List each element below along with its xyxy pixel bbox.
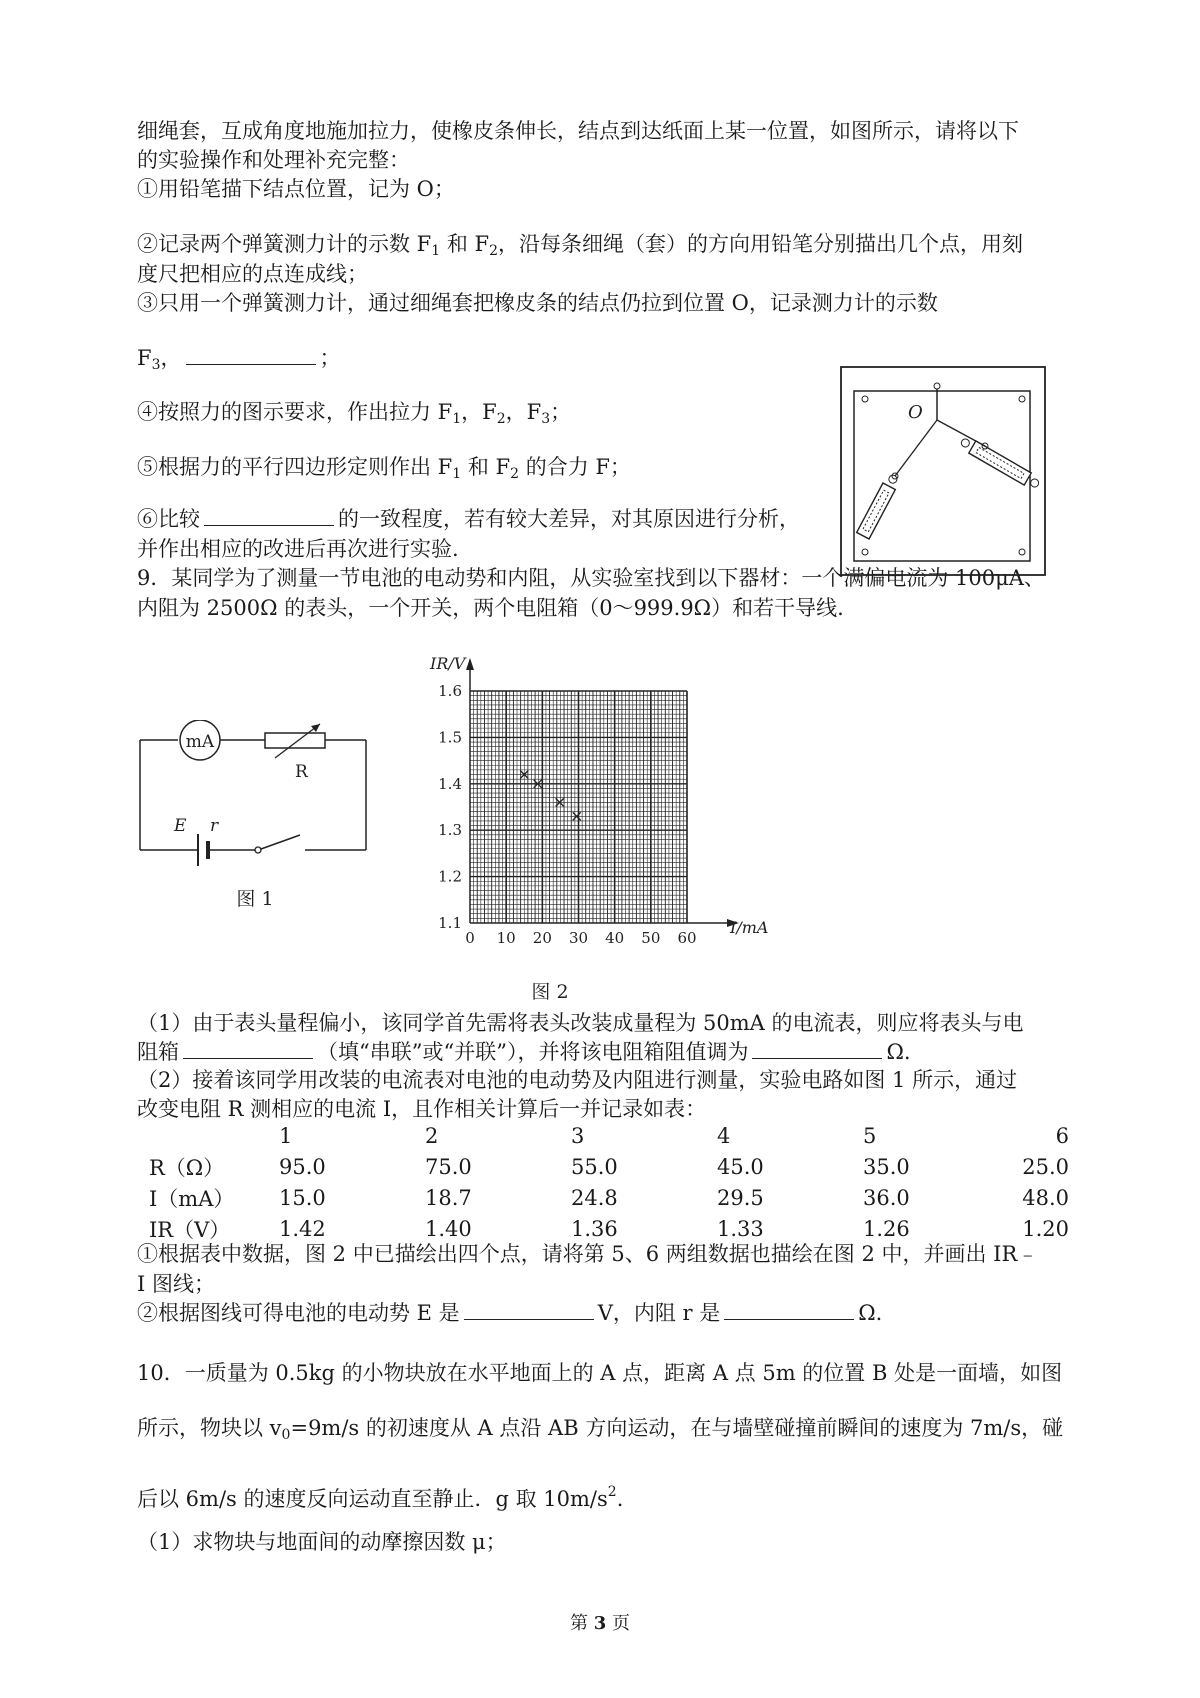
answer-blank[interactable] <box>724 1299 854 1320</box>
answer-blank[interactable] <box>186 344 316 365</box>
text-line: 阻箱 （填“串联”或“并联”），并将该电阻箱阻值调为 Ω. <box>137 1040 911 1064</box>
text-line: 的实验操作和处理补充完整： <box>137 148 410 172</box>
text-line: ②记录两个弹簧测力计的示数 $F_1$ 和 $F_2$，沿每条细绳（套）的方向用铅笔分别描出几个点，用刻 <box>137 232 1024 259</box>
table-cell: 75.0 <box>425 1154 472 1179</box>
answer-blank[interactable] <box>204 505 334 526</box>
x-axis-label: I/mA <box>730 918 769 937</box>
table-cell: 1.20 <box>1022 1216 1069 1241</box>
text-line: 所示，物块以 $v_0=9m/s$ 的初速度从 A 点沿 AB 方向运动，在与墙壁碰撞前瞬间的速度为 7m/s，碰 <box>137 1416 1064 1443</box>
text-line: 改变电阻 R 测相应的电流 I，且作相关计算后一并记录如表： <box>137 1097 707 1121</box>
text-line: I 图线； <box>137 1272 215 1296</box>
x-tick-label: 40 <box>605 929 625 947</box>
table-cell: 36.0 <box>863 1185 910 1210</box>
answer-blank[interactable] <box>752 1038 882 1059</box>
table-cell: 24.8 <box>571 1185 618 1210</box>
data-table <box>137 1120 1069 1244</box>
table-cell: 18.7 <box>425 1185 472 1210</box>
board-inner <box>854 391 1030 561</box>
text-line: 并作出相应的改进后再次进行实验. <box>137 537 459 561</box>
table-cell: 1.36 <box>571 1216 618 1241</box>
row-label: R（Ω） <box>149 1155 225 1180</box>
text-line: ④按照力的图示要求，作出拉力 $F_1$，$F_2$，$F_3$； <box>137 400 572 427</box>
table-row <box>137 1182 1069 1213</box>
page-footer: 第 3 页 <box>570 1613 630 1634</box>
text-line: ③只用一个弹簧测力计，通过细绳套把橡皮条的结点仍拉到位置 O，记录测力计的示数 <box>137 291 938 315</box>
table-cell: 35.0 <box>863 1154 910 1179</box>
resistor-label: R <box>295 762 308 782</box>
fig1-caption: 图 1 <box>236 888 274 910</box>
circuit-figure <box>130 720 410 980</box>
table-cell: 15.0 <box>279 1185 326 1210</box>
table-header-cell: 6 <box>1055 1123 1069 1148</box>
row-label: IR（V） <box>149 1217 231 1242</box>
page-number: 3 <box>593 1613 607 1634</box>
text-line: 内阻为 2500Ω 的表头，一个开关，两个电阻箱（0～999.9Ω）和若干导线. <box>137 596 844 620</box>
ir-i-chart <box>420 650 770 1010</box>
table-header-row <box>137 1120 1069 1151</box>
spring-scale-right <box>958 435 1041 491</box>
table-cell: 48.0 <box>1022 1185 1069 1210</box>
text-line: ①根据表中数据，图 2 中已描绘出四个点，请将第 5、6 两组数据也描绘在图 2 中，并画出 IR﹣ <box>137 1242 1039 1266</box>
spring-scale-left <box>857 472 901 539</box>
text-line: （2）接着该同学用改装的电流表对电池的电动势及内阻进行测量，实验电路如图 1 所示，通过 <box>137 1068 1018 1092</box>
text-line: 后以 6m/s 的速度反向运动直至静止．g 取 $10m/s^2$. <box>137 1484 624 1511</box>
table-cell: 55.0 <box>571 1154 618 1179</box>
table-cell: 1.42 <box>279 1216 326 1241</box>
answer-blank[interactable] <box>183 1038 313 1059</box>
text-line: ②根据图线可得电池的电动势 E 是 V，内阻 r 是 Ω. <box>137 1301 883 1325</box>
y-tick-label: 1.3 <box>438 821 462 840</box>
apparatus-figure <box>840 366 1046 576</box>
x-tick-label: 10 <box>496 929 516 947</box>
chart-grid <box>470 691 687 923</box>
fig2-caption: 图 2 <box>531 981 569 1003</box>
variable-resistor <box>265 733 325 748</box>
x-tick-label: 50 <box>641 929 661 947</box>
text-line: 度尺把相应的点连成线； <box>137 262 368 286</box>
knot-label-O: O <box>908 402 923 423</box>
y-tick-label: 1.5 <box>438 728 462 747</box>
text-line: ⑤根据力的平行四边形定则作出 $F_1$ 和 $F_2$ 的合力 F； <box>137 455 631 482</box>
row-label: I（mA） <box>149 1186 235 1211</box>
text-line: 细绳套，互成角度地施加拉力，使橡皮条伸长，结点到达纸面上某一位置，如图所示，请将以下 <box>137 119 1019 143</box>
table-cell: 25.0 <box>1022 1154 1069 1179</box>
x-tick-label: 20 <box>532 929 552 947</box>
table-header-cell: 3 <box>571 1123 585 1148</box>
text-line: （1）求物块与地面间的动摩擦因数 μ； <box>137 1530 507 1554</box>
ammeter-label: mA <box>185 732 215 752</box>
y-tick-label: 1.2 <box>438 867 462 886</box>
text-line: $F_3$， ； <box>137 346 341 373</box>
y-tick-label: 1.4 <box>438 774 462 793</box>
table-cell: 1.26 <box>863 1216 910 1241</box>
y-tick-label: 1.6 <box>438 682 462 700</box>
y-axis-arrow <box>466 658 474 670</box>
text-line: 9．某同学为了测量一节电池的电动势和内阻，从实验室找到以下器材：一个满偏电流为 100μA、 <box>137 566 1045 590</box>
x-tick-label: 30 <box>568 929 589 947</box>
text-line: （1）由于表头量程偏小，该同学首先需将表头改装成量程为 50mA 的电流表，则应将表头与电 <box>137 1011 1024 1035</box>
text-line: ①用铅笔描下结点位置，记为 O； <box>137 177 455 201</box>
table-header-cell: 4 <box>717 1123 731 1148</box>
text-line: 10．一质量为 0.5kg 的小物块放在水平地面上的 A 点，距离 A 点 5m 的位置 B 处是一面墙，如图 <box>137 1361 1063 1385</box>
answer-blank[interactable] <box>464 1299 594 1320</box>
table-header-cell: 2 <box>425 1123 439 1148</box>
switch-blade <box>261 835 300 849</box>
switch-pivot <box>255 847 261 853</box>
internal-label: r <box>210 816 219 836</box>
table-cell: 1.33 <box>717 1216 764 1241</box>
table-cell: 29.5 <box>717 1185 764 1210</box>
text-line: ⑥比较 的一致程度，若有较大差异，对其原因进行分析， <box>137 507 800 531</box>
table-cell: 1.40 <box>425 1216 472 1241</box>
table-cell: 95.0 <box>279 1154 326 1179</box>
y-axis-label: IR/V <box>430 654 466 673</box>
table-cell: 45.0 <box>717 1154 764 1179</box>
y-tick-label: 1.1 <box>438 914 462 932</box>
x-tick-label: 60 <box>677 929 697 947</box>
table-header-cell: 5 <box>863 1123 877 1148</box>
table-row <box>137 1151 1069 1182</box>
table-header-cell: 1 <box>279 1123 293 1148</box>
x-tick-label: 0 <box>465 929 475 947</box>
emf-label: E <box>174 816 187 836</box>
